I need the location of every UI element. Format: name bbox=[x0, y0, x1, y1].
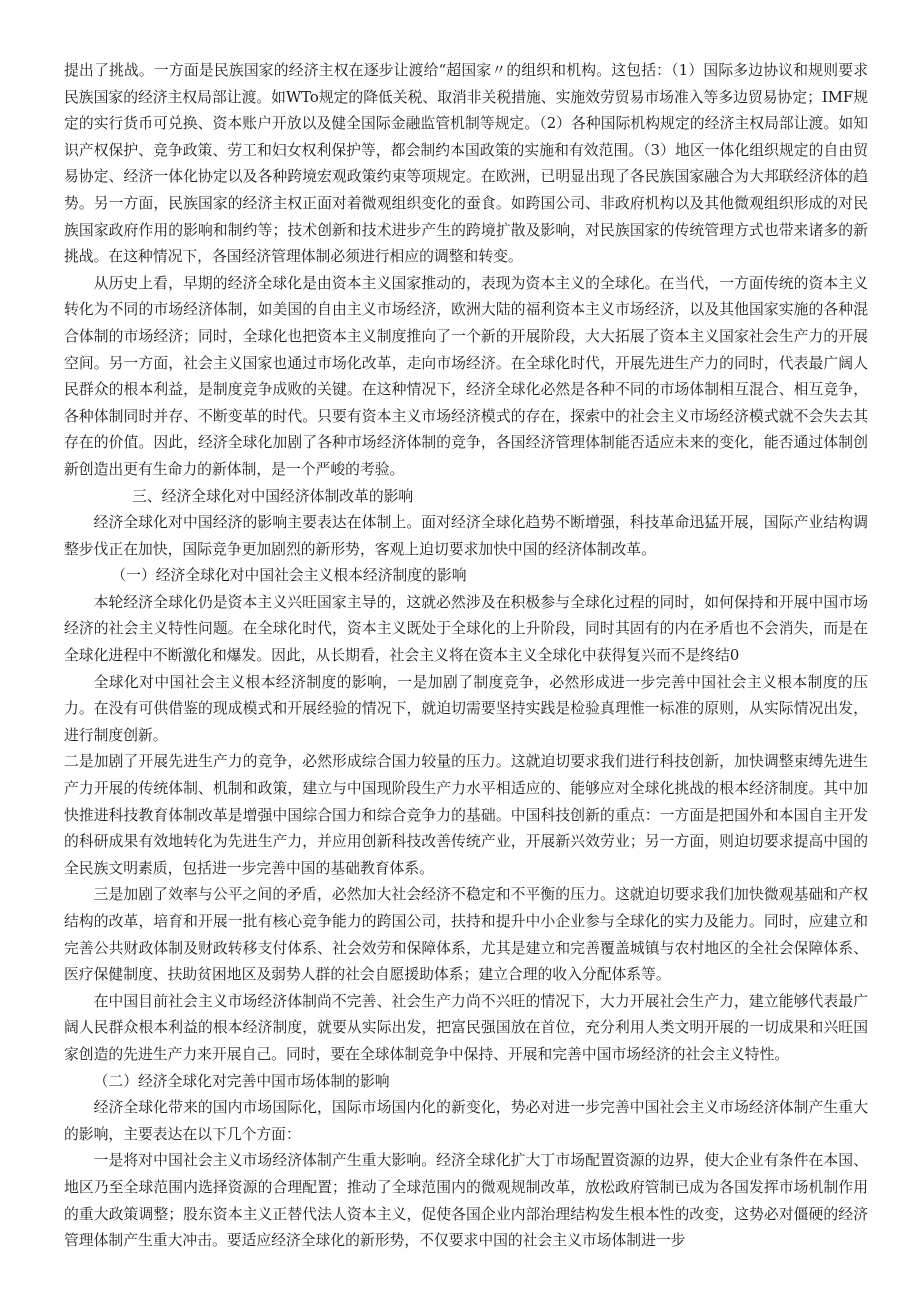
paragraph-point-one: 全球化对中国社会主义根本经济制度的影响，一是加剧了制度竞争，必然形成进一步完善中国社会主义根本制度的压力。在没有可供借鉴的现成模式和开展经验的情况下，就迫切需要坚持实践是检验真理惟一标准的原则，从实际情况出发，进行制度创新。 bbox=[64, 673, 868, 744]
paragraph-point-two: 二是加剧了开展先进生产力的竞争，必然形成综合国力较量的压力。这就迫切要求我们进行科技创新，加快调整束缚先进生产力开展的传统体制、机制和政策，建立与中国现阶段生产力水平相适应的、能够应对全球化挑战的根本经济制度。其中加快推进科技教育体制改革是增强中国综合国力和综合竞争力的基础。中国科技创新的重点：一方面是把国外和本国自主开发的科研成果有效地转化为先进生产力，并应用创新科技改善传统产业，开展新兴效劳业；另一方面，则迫切要求提高中国的全民族文明素质，包括进一步完善中国的基础教育体系。 bbox=[64, 753, 868, 877]
paragraph-intro: 经济全球化对中国经济的影响主要表达在体制上。面对经济全球化趋势不断增强，科技革命迅猛开展，国际产业结构调整步伐正在加快，国际竞争更加剧烈的新形势，客观上迫切要求加快中国的经济体制改革。 bbox=[64, 514, 868, 558]
paragraph-continued: 提出了挑战。一方面是民族国家的经济主权在逐步让渡给“超国家〃的组织和机构。这包括：（1）国际多边协议和规则要求民族国家的经济主权局部让渡。如WTo规定的降低关税、取消非关税措施、实施效劳贸易市场准入等多边贸易协定；IMF规定的实行货币可兑换、资本账户开放以及健全国际金融监管机制等规定。（2）各种国际机构规定的经济主权局部让渡。如知识产权保护、竞争政策、劳工和妇女权利保护等，都会制约本国政策的实施和有效范围。（3）地区一体化组织规定的自由贸易协定、经济一体化协定以及各种跨境宏观政策约束等项规定。在欧洲，已明显出现了各民族国家融合为大邦联经济体的趋势。另一方面，民族国家的经济主权正面对着微观组织变化的蚕食。如跨国公司、非政府机构以及其他微观组织形成的对民族国家政府作用的影响和制约等；技术创新和技术进步产生的跨境扩散及影响，对民族国家的传统管理方式也带来诸多的新挑战。在这种情况下，各国经济管理体制必须进行相应的调整和转变。 bbox=[64, 62, 868, 266]
paragraph-history: 从历史上看，早期的经济全球化是由资本主义国家推动的，表现为资本主义的全球化。在当代，一方面传统的资本主义转化为不同的市场经济体制，如美国的自由主义市场经济，欧洲大陆的福利资本主义市场经济，以及其他国家实施的各种混合体制的市场经济；同时，全球化也把资本主义制度推向了一个新的开展阶段，大大拓展了资本主义国家社会生产力的开展空间。另一方面，社会主义国家也通过市场化改革，走向市场经济。在全球化时代，开展先进生产力的同时，代表最广阔人民群众的根本利益，是制度竞争成败的关键。在这种情况下，经济全球化必然是各种不同的市场体制相互混合、相互竞争，各种体制同时并存、不断变革的时代。只要有资本主义市场经济模式的存在，探索中的社会主义市场经济模式就不会失去其存在的价值。因此，经济全球化加剧了各种市场经济体制的竞争，各国经济管理体制能否适应未来的变化，能否通过体制创新创造出更有生命力的新体制，是一个严峻的考验。 bbox=[64, 274, 868, 478]
paragraph-summary: 在中国目前社会主义市场经济体制尚不完善、社会生产力尚不兴旺的情况下，大力开展社会生产力，建立能够代表最广阔人民群众根本利益的根本经济制度，就要从实际出发，把富民强国放在首位，充分利用人类文明开展的一切成果和兴旺国家创造的先进生产力来开展自己。同时，要在全球体制竞争中保持、开展和完善中国市场经济的社会主义特性。 bbox=[64, 992, 868, 1063]
paragraph-market-intro: 经济全球化带来的国内市场国际化，国际市场国内化的新变化，势必对进一步完善中国社会主义市场经济体制产生重大的影响，主要表达在以下几个方面： bbox=[64, 1099, 868, 1143]
subsection-heading-2: （二）经济全球化对完善中国市场体制的影响 bbox=[93, 1072, 390, 1090]
paragraph-point-three: 三是加剧了效率与公平之间的矛盾，必然加大社会经济不稳定和不平衡的压力。这就迫切要求我们加快微观基础和产权结构的改革，培育和开展一批有核心竞争能力的跨国公司，扶持和提升中小企业参与全球化的实力及能力。同时，应建立和完善公共财政体制及财政转移支付体系、社会效劳和保障体系，尤其是建立和完善覆盖城镇与农村地区的全社会保障体系、医疗保健制度、扶助贫困地区及弱势人群的社会自愿援助体系；建立合理的收入分配体系等。 bbox=[64, 886, 868, 984]
paragraph-capitalism: 本轮经济全球化仍是资本主义兴旺国家主导的，这就必然涉及在积极参与全球化过程的同时，如何保持和开展中国市场经济的社会主义特性问题。在全球化时代，资本主义既处于全球化的上升阶段，同时其固有的内在矛盾也不会消失，而是在全球化进程中不断激化和爆发。因此，从长期看，社会主义将在资本主义全球化中获得复兴而不是终结0 bbox=[64, 593, 868, 665]
subsection-heading-1: （一）经济全球化对中国社会主义根本经济制度的影响 bbox=[111, 567, 467, 585]
section-heading-3: 三、经济全球化对中国经济体制改革的影响 bbox=[132, 487, 414, 505]
paragraph-market-point-one: 一是将对中国社会主义市场经济体制产生重大影响。经济全球化扩大丁市场配置资源的边界，使大企业有条件在本国、地区乃至全球范围内选择资源的合理配置；推动了全球范围内的微观规制改革，放松政府管制已成为各国发挥市场机制作用的重大政策调整；股东资本主义正替代法人资本主义，促使各国企业内部治理结构发生根本性的改变，这势必对僵硬的经济管理体制产生重大冲击。要适应经济全球化的新形势，不仅要求中国的社会主义市场体制进一步 bbox=[64, 1152, 868, 1250]
